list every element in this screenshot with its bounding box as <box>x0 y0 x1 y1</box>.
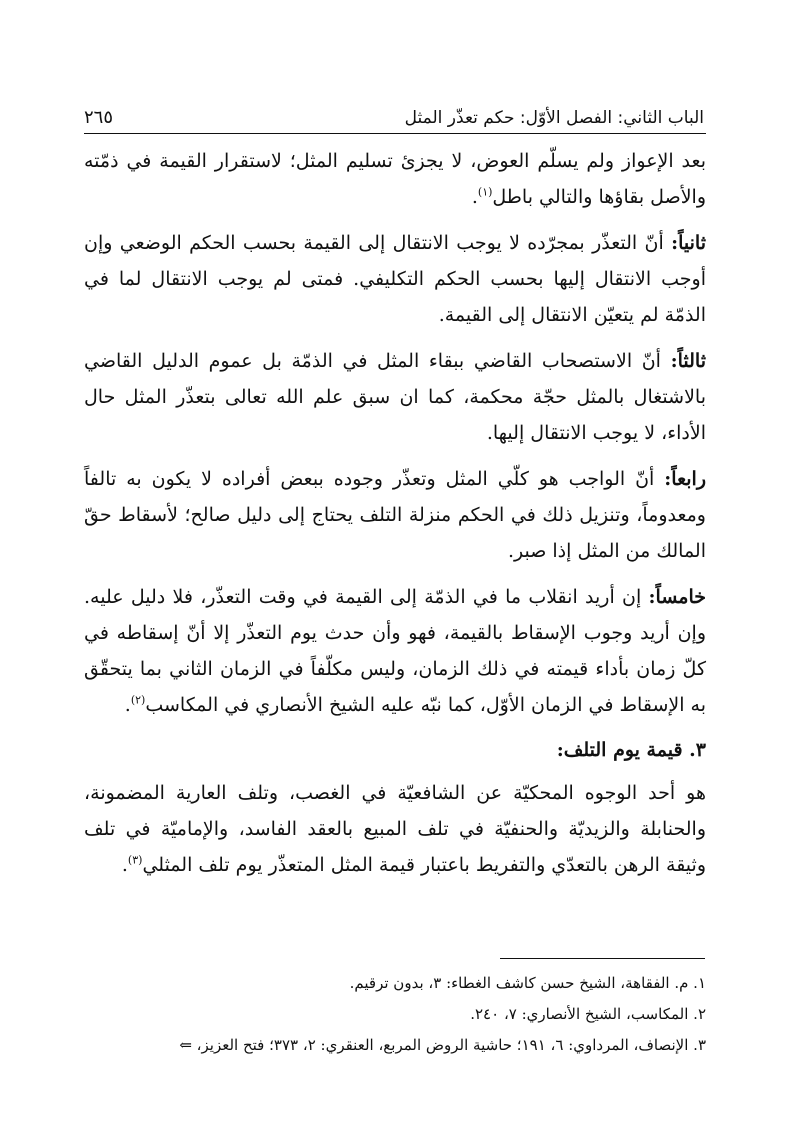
paragraph-4: رابعاً: أنّ الواجب هو كلّي المثل وتعذّر وجوده ببعض أفراده لا يكون به تالفاً ومعدوماً، وتنزيل ذلك في الحكم منزلة التلف يحتاج إلى دليل صالح؛ لأسقاط حقّ المالك من المثل إذا صبر. <box>84 468 706 562</box>
point-label-fourth: رابعاً: <box>664 468 706 490</box>
footnote-2: ٢. المكاسب، الشيخ الأنصاري: ٧، ٢٤٠. <box>470 1005 706 1023</box>
header-divider <box>84 133 706 134</box>
body-text <box>84 143 706 893</box>
footnote-1: ١. م. الفقاهة، الشيخ حسن كاشف الغطاء: ٣، بدون ترقيم. <box>349 974 706 992</box>
footnote-ref-3[interactable]: (٣) <box>127 853 143 867</box>
paragraph-3: ثالثاً: أنّ الاستصحاب القاضي ببقاء المثل في الذمّة بل عموم الدليل القاضي بالاشتغال بالمثل حجّة محكمة، كما ان سبق علم الله تعالى بتعذّر المثل حال الأداء، لا يوجب الانتقال إليها. <box>84 350 706 444</box>
paragraph-1: بعد الإعواز ولم يسلّم العوض، لا يجزئ تسليم المثل؛ لاستقرار القيمة في ذمّته والأصل بقاؤها والتالي باطل$^{(١)}$. <box>84 150 706 208</box>
chapter-title: الباب الثاني: الفصل الأوّل: حكم تعذّر المثل <box>404 108 704 128</box>
footnote-ref-1[interactable]: (١) <box>477 185 493 199</box>
running-head <box>84 92 704 128</box>
paragraph-5: خامساً: إن أريد انقلاب ما في الذمّة إلى القيمة في وقت التعذّر، فلا دليل عليه. وإن أريد وجوب الإسقاط بالقيمة، فهو وأن حدث يوم التعذّر إلا أنّ إسقاطه في كلّ زمان بأداء قيمته في ذلك الزمان، وليس مكلّفاً في الزمان الثاني بما يتحقّق به الإسقاط في الزمان الأوّل، كما نبّه عليه الشيخ الأنصاري في المكاسب$^{(٢)}$. <box>84 586 706 716</box>
point-label-second: ثانياً: <box>671 232 706 254</box>
page-number: ٢٦٥ <box>84 107 114 128</box>
paragraph-2: ثانياً: أنّ التعذّر بمجرّده لا يوجب الانتقال إلى القيمة بحسب الحكم الوضعي وإن أوجب الانتقال إليها بحسب الحكم التكليفي. فمتى لم يوجب الانتقال لما في الذمّة لم يتعيّن الانتقال إلى القيمة. <box>84 232 706 326</box>
footnote-divider <box>500 958 705 959</box>
footnote-ref-2[interactable]: (٢) <box>130 693 146 707</box>
point-label-fifth: خامساً: <box>648 586 706 608</box>
section-heading: ٣. قيمة يوم التلف: <box>556 739 706 761</box>
point-label-third: ثالثاً: <box>670 350 706 372</box>
footnote-3: ٣. الإنصاف، المرداوي: ٦، ١٩١؛ حاشية الروض المربع، العنقري: ٢، ٣٧٣؛ فتح العزيز، ⇐ <box>179 1036 706 1054</box>
footnotes <box>84 968 706 1061</box>
paragraph-6: هو أحد الوجوه المحكيّة عن الشافعيّة في الغصب، وتلف العارية المضمونة، والحنابلة والزيديّة والحنفيّة في تلف المبيع بالعقد الفاسد، والإماميّة في تلف وثيقة الرهن بالتعدّي والتفريط باعتبار قيمة المثل المتعذّر يوم تلف المثلي$^{(٣)}$. <box>84 782 706 876</box>
